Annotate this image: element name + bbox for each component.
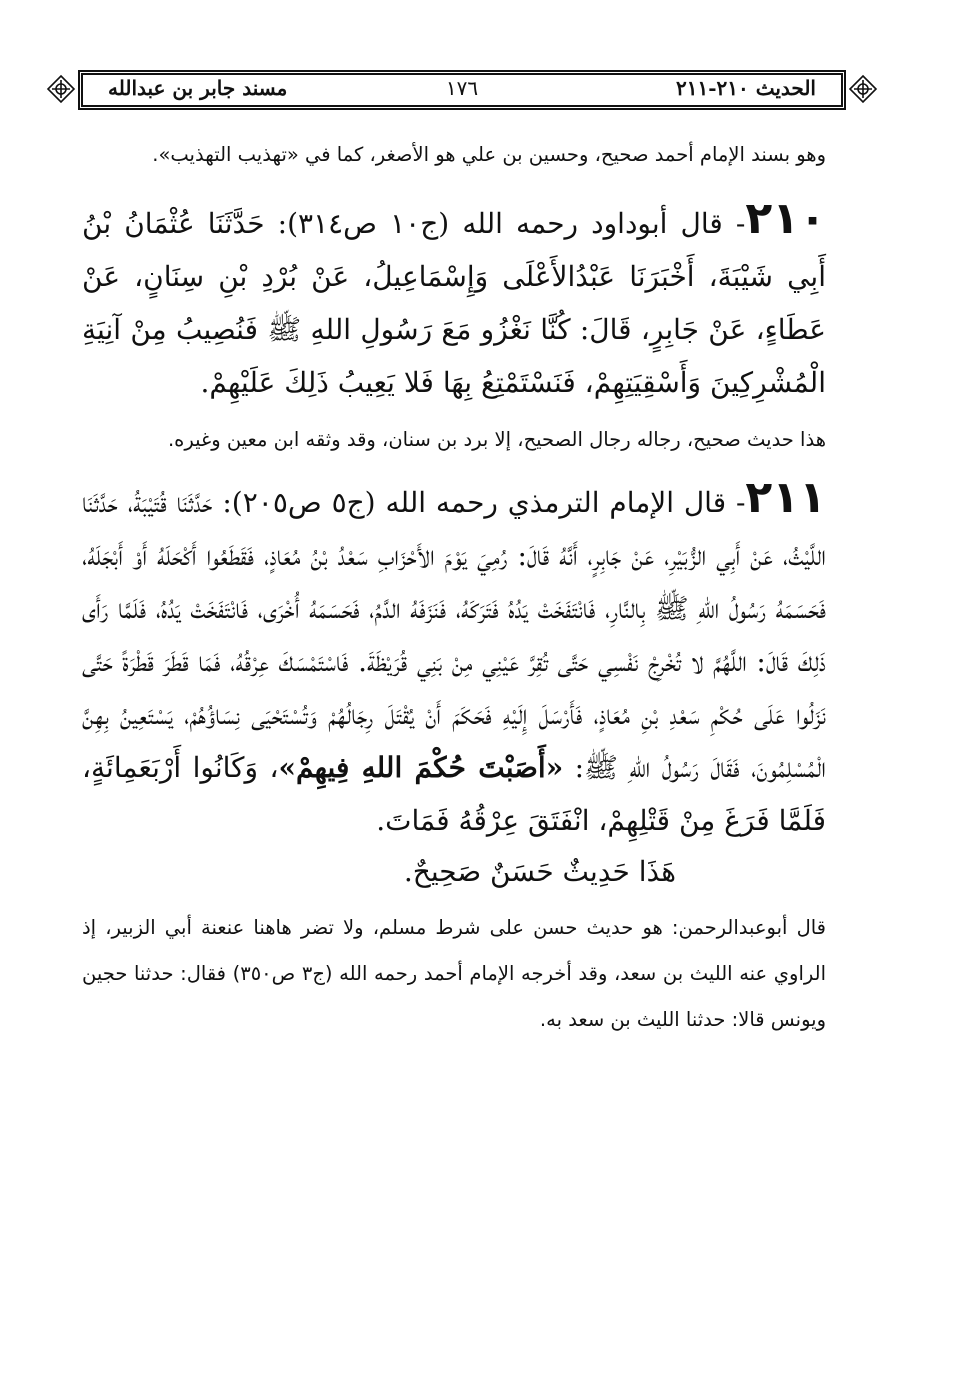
hadith-211 — [82, 471, 826, 847]
running-header — [40, 62, 884, 120]
grading-note-210: هذا حديث صحيح، رجاله رجال الصحيح، إلا برد بن سنان، وقد وثقه ابن معين وغيره. — [167, 428, 826, 451]
hadith-range-title: الحديث ٢١٠-٢١١ — [675, 76, 816, 100]
floral-ornament-icon — [46, 74, 76, 104]
hadith-number: ٢١٠ — [745, 193, 826, 244]
page-body — [82, 132, 826, 1043]
continuation-note: وهو بسند الإمام أحمد صحيح، وحسين بن علي هو الأصغر، كما في «تهذيب التهذيب». — [152, 143, 826, 166]
hadith-210 — [82, 192, 826, 409]
prophetic-quote: «أَصَبْتَ حُكْمَ اللهِ فِيهِمْ» — [278, 751, 564, 784]
tirmidhi-grading: هَذَا حَدِيثٌ حَسَنٌ صَحِيحٌ. — [403, 855, 676, 888]
page-number: ١٧٦ — [445, 76, 479, 100]
author-comment: قال أبوعبدالرحمن: هو حديث حسن على شرط مسلم، ولا تضر هاهنا عنعنة أبي الزبير، إذ الراوي عنه الليث بن سعد، وقد أخرجه الإمام أحمد رحمه الله (ج٣ ص٣٥٠) فقال: حدثنا حجين ويونس قالا: حدثنا الليث بن سعد به. — [82, 916, 827, 1031]
book-section-title: مسند جابر بن عبدالله — [108, 76, 288, 100]
hadith-text: - قال أبوداود رحمه الله (ج١٠ ص٣١٤): حَدَّثَنَا عُثْمَانُ بْنُ أَبِي شَيْبَةَ، أَخْبَرَنَا عَبْدُالأَعْلَى وَإِسْمَاعِيلُ، عَنْ بُرْدِ بْنِ سِنَانٍ، عَنْ عَطَاءٍ، عَنْ جَابِرٍ، قَالَ: كُنَّا نَغْزُو مَعَ رَسُولِ اللهِ ﷺ فَنُصِيبُ مِنْ آنِيَةِ الْمُشْرِكِينَ وَأَسْقِيَتِهِمْ، فَنَسْتَمْتِعُ بِهَا فَلا يَعِيبُ ذَلِكَ عَلَيْهِمْ. — [82, 207, 826, 399]
hadith-text: - قال الإمام الترمذي رحمه الله (ج٥ ص٢٠٥): حَدَّثَنَا قُتَيْبَةُ، حَدَّثَنَا اللَّيْثُ، عَنْ أَبِي الزُّبَيْرِ، عَنْ جَابِرٍ، أَنَّهُ قَالَ: رُمِيَ يَوْمَ الأَحْزَابِ سَعْدُ بْنُ مُعَاذٍ، فَقَطَعُوا أَكْحَلَهُ أَوْ أَبْجَلَهُ، فَحَسَمَهُ رَسُولُ اللهِ ﷺ بِالنَّارِ، فَانْتَفَخَتْ يَدُهُ فَتَرَكَهُ، فَنَزَفَهُ الدَّمُ، فَحَسَمَهُ أُخْرَى، فَانْتَفَخَتْ يَدُهُ، فَلَمَّا رَأَى ذَلِكَ قَالَ: اللَّهُمَّ لا تُخْرِجْ نَفْسِي حَتَّى تُقِرَّ عَيْنِي مِنْ بَنِي قُرَيْظَةَ. فَاسْتَمْسَكَ عِرْقُهُ، فَمَا قَطَرَ قَطْرَةً حَتَّى نَزَلُوا عَلَى حُكْمِ سَعْدِ بْنِ مُعَاذٍ، فَأَرْسَلَ إِلَيْهِ فَحَكَمَ أَنْ يُقْتَلَ رِجَالُهُمْ وَتُسْتَحْيَى نِسَاؤُهُمْ، يَسْتَعِينُ بِهِنَّ الْمُسْلِمُونَ، فَقَالَ رَسُولُ اللهِ ﷺ: — [82, 486, 826, 784]
hadith-text-end: ، وَكَانُوا أَرْبَعَمِائَةٍ، فَلَمَّا فَرَغَ مِنْ قَتْلِهِمْ، انْفَتَقَ عِرْقُهُ فَمَاتَ. — [82, 751, 826, 837]
hadith-number: ٢١١ — [745, 472, 826, 523]
